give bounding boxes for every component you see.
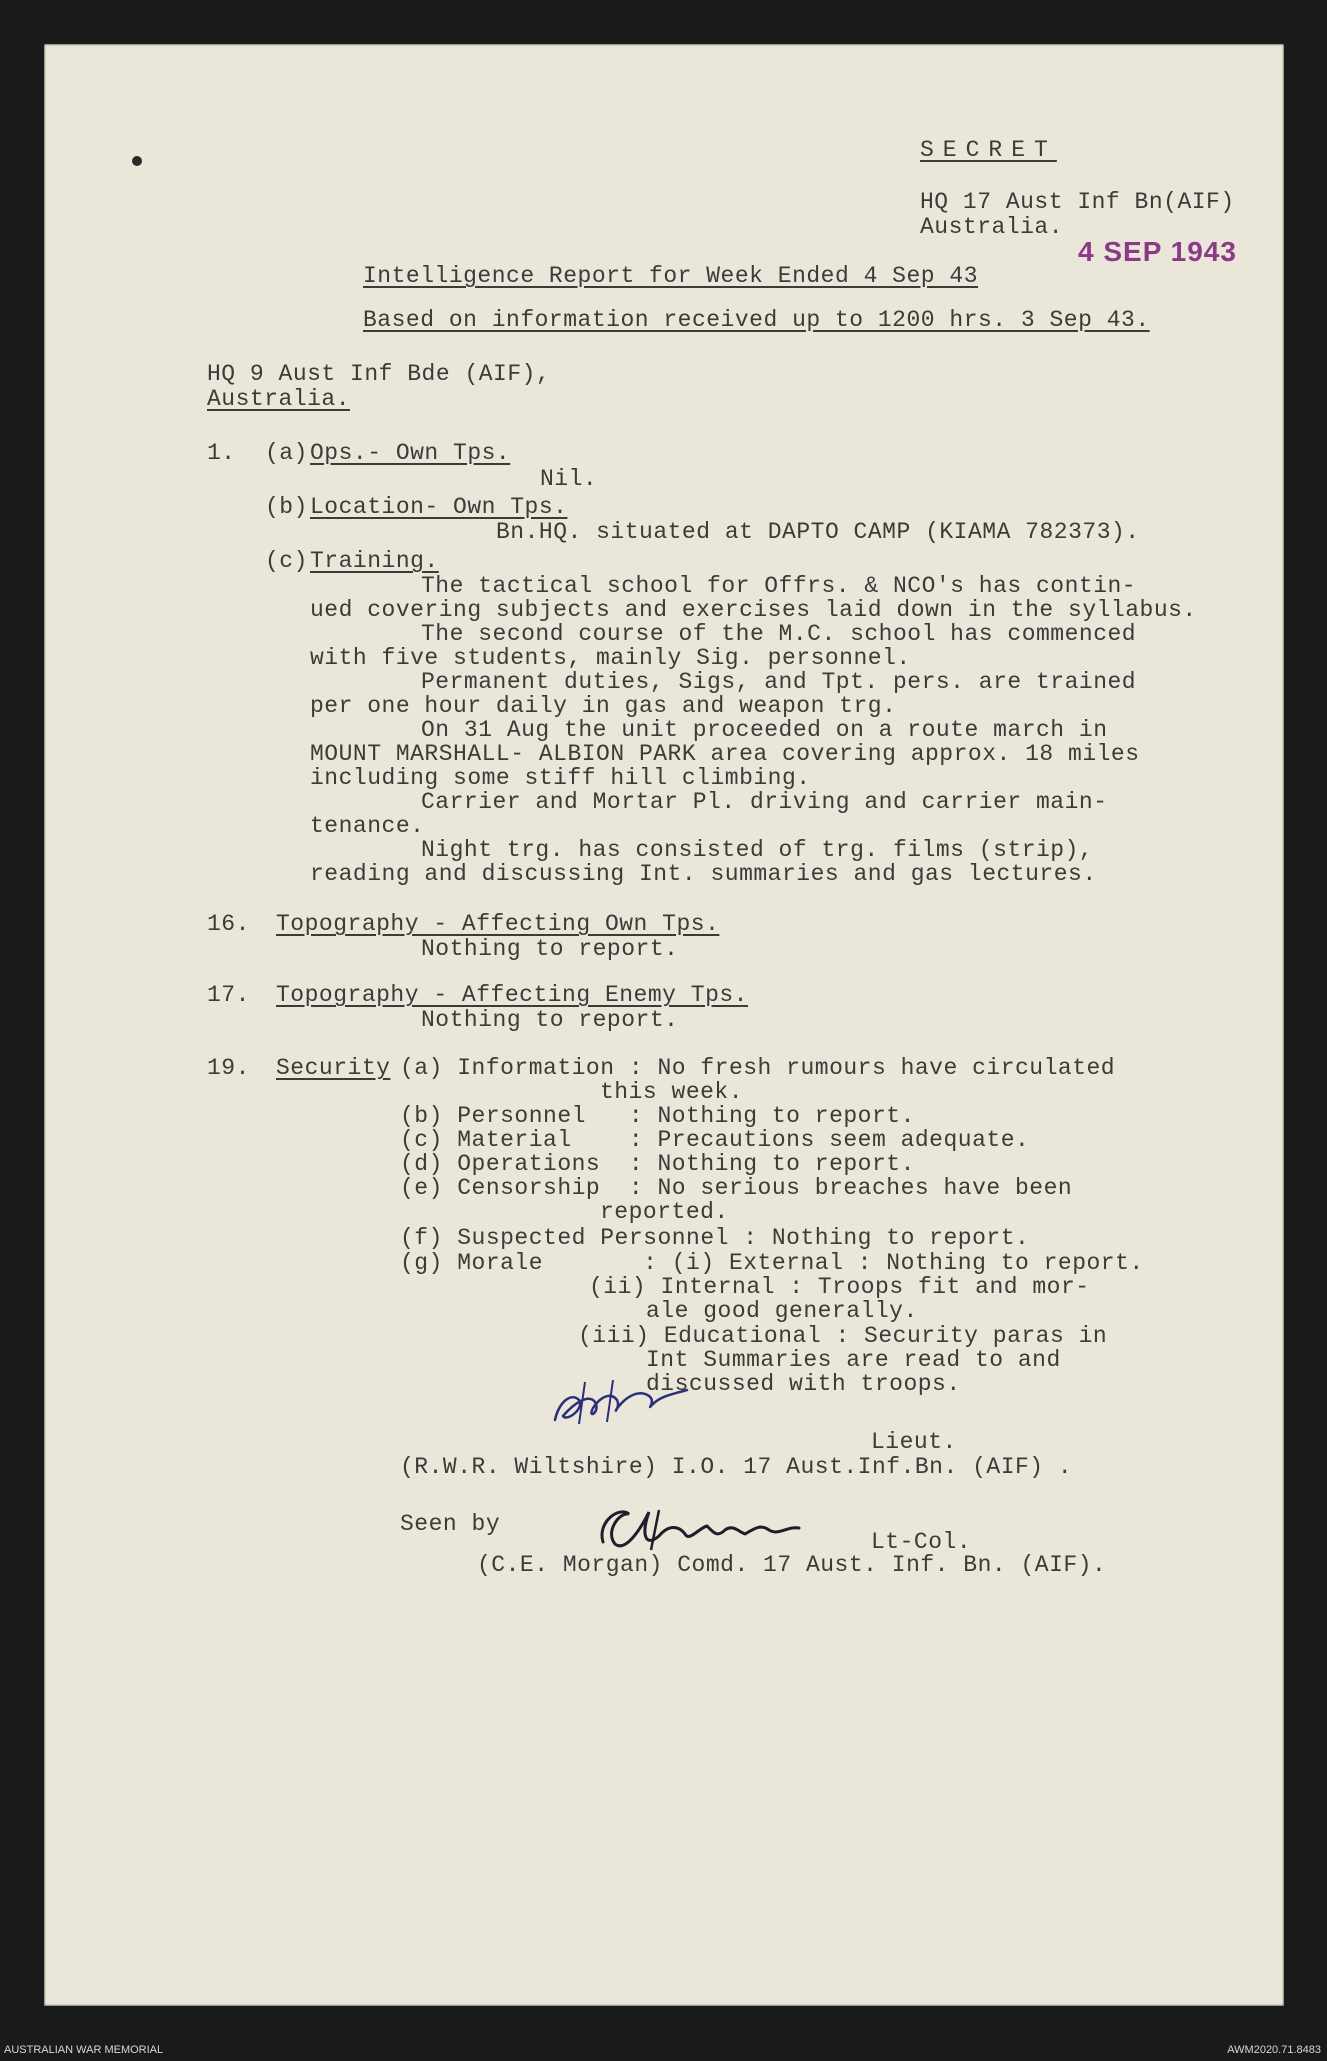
item-label: (b) (265, 494, 308, 520)
item-heading: Location- Own Tps. (310, 494, 568, 520)
security-item: (e) Censorship : No serious breaches have been (400, 1175, 1073, 1201)
training-line: with five students, mainly Sig. personnel. (310, 645, 911, 671)
security-item: Int Summaries are read to and (646, 1347, 1061, 1373)
training-line: Night trg. has consisted of trg. films (strip), (421, 837, 1094, 863)
security-item: (d) Operations : Nothing to report. (400, 1151, 915, 1177)
training-line: tenance. (310, 813, 425, 839)
security-item: discussed with troops. (646, 1371, 961, 1397)
report-subtitle: Based on information received up to 1200 hrs. 3 Sep 43. (363, 307, 1150, 333)
training-line: including some stiff hill climbing. (310, 765, 811, 791)
signature-block-1: (R.W.R. Wiltshire) I.O. 17 Aust.Inf.Bn. (AIF) . (400, 1454, 1073, 1480)
rank-ltcol: Lt-Col. (871, 1529, 972, 1555)
section-number: 17. (207, 982, 250, 1008)
punch-hole (132, 156, 142, 166)
signature-wiltshire (549, 1372, 699, 1432)
unit-line1: HQ 17 Aust Inf Bn(AIF) (920, 189, 1235, 215)
addressee-line1: HQ 9 Aust Inf Bde (AIF), (207, 361, 551, 387)
section-heading: Topography - Affecting Enemy Tps. (276, 982, 748, 1008)
security-item: this week. (600, 1079, 744, 1105)
training-line: The tactical school for Offrs. & NCO's has contin- (421, 573, 1137, 599)
security-item: ale good generally. (646, 1298, 918, 1324)
security-item: (b) Personnel : Nothing to report. (400, 1103, 915, 1129)
signature-block-2: (C.E. Morgan) Comd. 17 Aust. Inf. Bn. (AIF). (477, 1552, 1107, 1578)
training-line: Carrier and Mortar Pl. driving and carrier main- (421, 789, 1108, 815)
security-item: (iii) Educational : Security paras in (578, 1323, 1108, 1349)
item-body: Nil. (540, 466, 598, 492)
security-item: (f) Suspected Personnel : Nothing to report. (400, 1225, 1030, 1251)
security-item: reported. (600, 1199, 729, 1225)
classification: SECRET (920, 137, 1057, 163)
report-title: Intelligence Report for Week Ended 4 Sep 43 (363, 263, 978, 289)
security-item: (ii) Internal : Troops fit and mor- (589, 1274, 1090, 1300)
item-body: Bn.HQ. situated at DAPTO CAMP (KIAMA 782373). (496, 519, 1140, 545)
document-page (44, 44, 1284, 2006)
section-body: Nothing to report. (421, 1007, 679, 1033)
training-line: The second course of the M.C. school has commenced (421, 621, 1137, 647)
training-line: per one hour daily in gas and weapon trg. (310, 693, 897, 719)
rank-lieut: Lieut. (871, 1429, 957, 1455)
section-number: 1. (207, 440, 236, 466)
security-item: (g) Morale : (i) External : Nothing to report. (400, 1250, 1144, 1276)
addressee-line2: Australia. (207, 386, 351, 412)
item-heading: Training. (310, 548, 439, 574)
seen-by: Seen by (400, 1511, 501, 1537)
training-line: Permanent duties, Sigs, and Tpt. pers. are trained (421, 669, 1137, 695)
unit-line2: Australia. (920, 214, 1064, 240)
section-number: 19. (207, 1055, 250, 1081)
training-line: ued covering subjects and exercises laid down in the syllabus. (310, 597, 1197, 623)
training-line: MOUNT MARSHALL- ALBION PARK area covering approx. 18 miles (310, 741, 1140, 767)
security-item: (c) Material : Precautions seem adequate. (400, 1127, 1030, 1153)
item-label: (a) (265, 440, 308, 466)
training-line: On 31 Aug the unit proceeded on a route march in (421, 717, 1108, 743)
training-line: reading and discussing Int. summaries and gas lectures. (310, 861, 1097, 887)
item-label: (c) (265, 548, 308, 574)
date-stamp: 4 SEP 1943 (1078, 236, 1237, 267)
section-body: Nothing to report. (421, 936, 679, 962)
section-heading: Topography - Affecting Own Tps. (276, 911, 720, 937)
footer-right: AWM2020.71.8483 (1227, 2044, 1321, 2056)
item-heading: Ops.- Own Tps. (310, 440, 511, 466)
footer-left: AUSTRALIAN WAR MEMORIAL (4, 2044, 164, 2056)
section-heading: Security (276, 1055, 391, 1081)
security-item: (a) Information : No fresh rumours have circulated (400, 1055, 1116, 1081)
section-number: 16. (207, 911, 250, 937)
